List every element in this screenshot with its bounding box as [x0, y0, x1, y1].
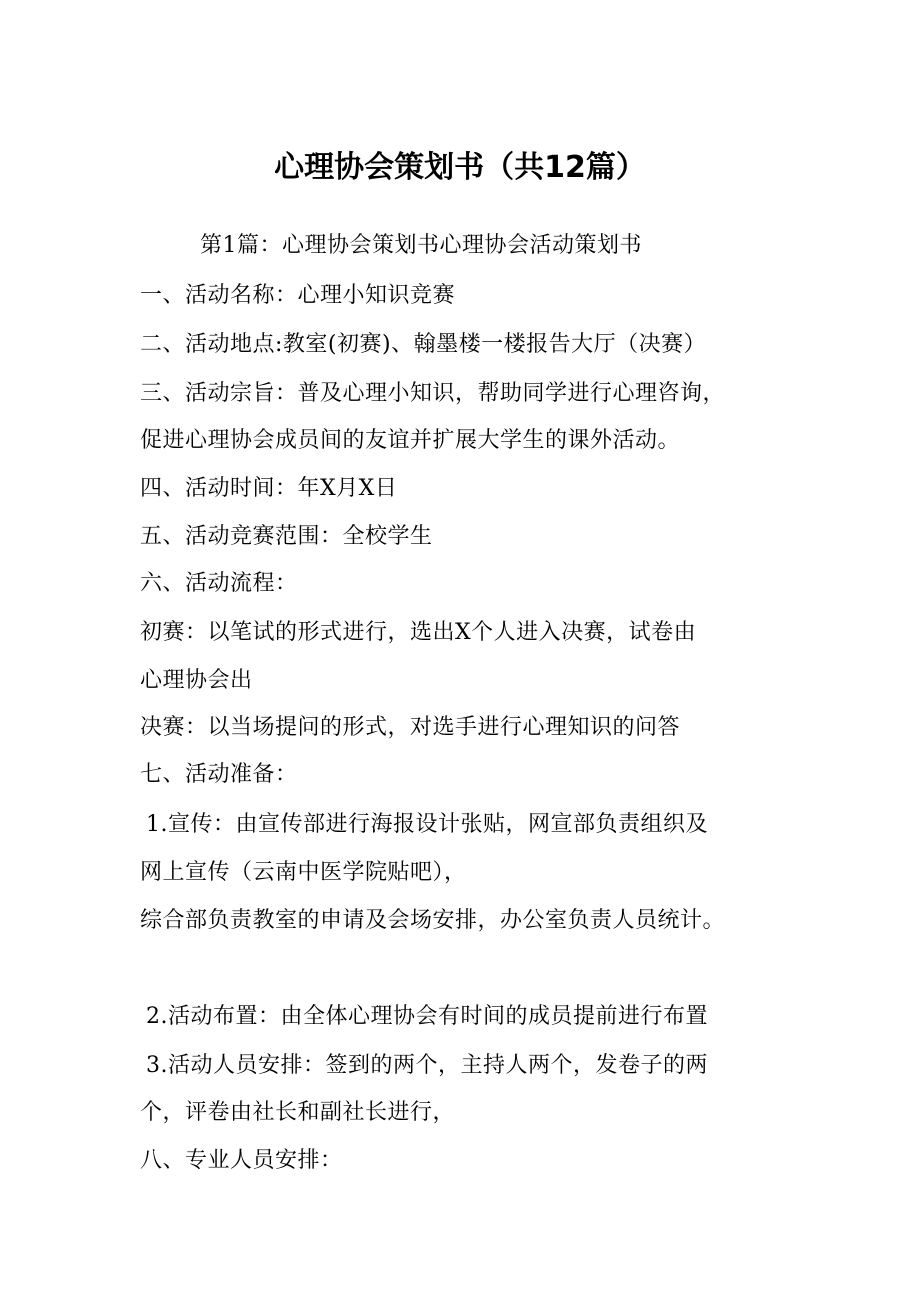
document-title: 心理协会策划书（共12篇）: [274, 150, 646, 185]
paragraph-line: 五、活动竞赛范围：全校学生: [140, 524, 433, 549]
paragraph-line: 四、活动时间：年X月X日: [140, 476, 398, 501]
paragraph-line: 个，评卷由社长和副社长进行，: [140, 1100, 456, 1125]
paragraph-line: 一、活动名称：心理小知识竞赛: [140, 283, 456, 308]
paragraph-line: 3.活动人员安排：签到的两个，主持人两个，发卷子的两: [146, 1053, 708, 1078]
paragraph-line: 促进心理协会成员间的友谊并扩展大学生的课外活动。: [140, 428, 681, 453]
paragraph-line: 综合部负责教室的申请及会场安排，办公室负责人员统计。: [140, 908, 726, 933]
paragraph-line: 六、活动流程：: [140, 571, 298, 596]
paragraph-line: 七、活动准备：: [140, 762, 298, 787]
paragraph-line: 决赛：以当场提问的形式，对选手进行心理知识的问答: [140, 715, 681, 740]
paragraph-line: 2.活动布置：由全体心理协会有时间的成员提前进行布置: [146, 1004, 708, 1029]
paragraph-line: 心理协会出: [140, 668, 253, 693]
paragraph-line: 网上宣传（云南中医学院贴吧），: [140, 860, 467, 885]
paragraph-line: 1.宣传：由宣传部进行海报设计张贴，网宣部负责组织及: [146, 812, 708, 837]
paragraph-line: 初赛：以笔试的形式进行，选出X个人进入决赛，试卷由: [140, 620, 697, 645]
paragraph-line: 三、活动宗旨：普及心理小知识，帮助同学进行心理咨询，: [140, 381, 726, 406]
chapter-heading: 第1篇：心理协会策划书心理协会活动策划书: [200, 233, 642, 258]
paragraph-line: 八、专业人员安排：: [140, 1148, 343, 1173]
paragraph-line: 二、活动地点:教室(初赛)、翰墨楼一楼报告大厅（决赛）: [140, 332, 707, 357]
